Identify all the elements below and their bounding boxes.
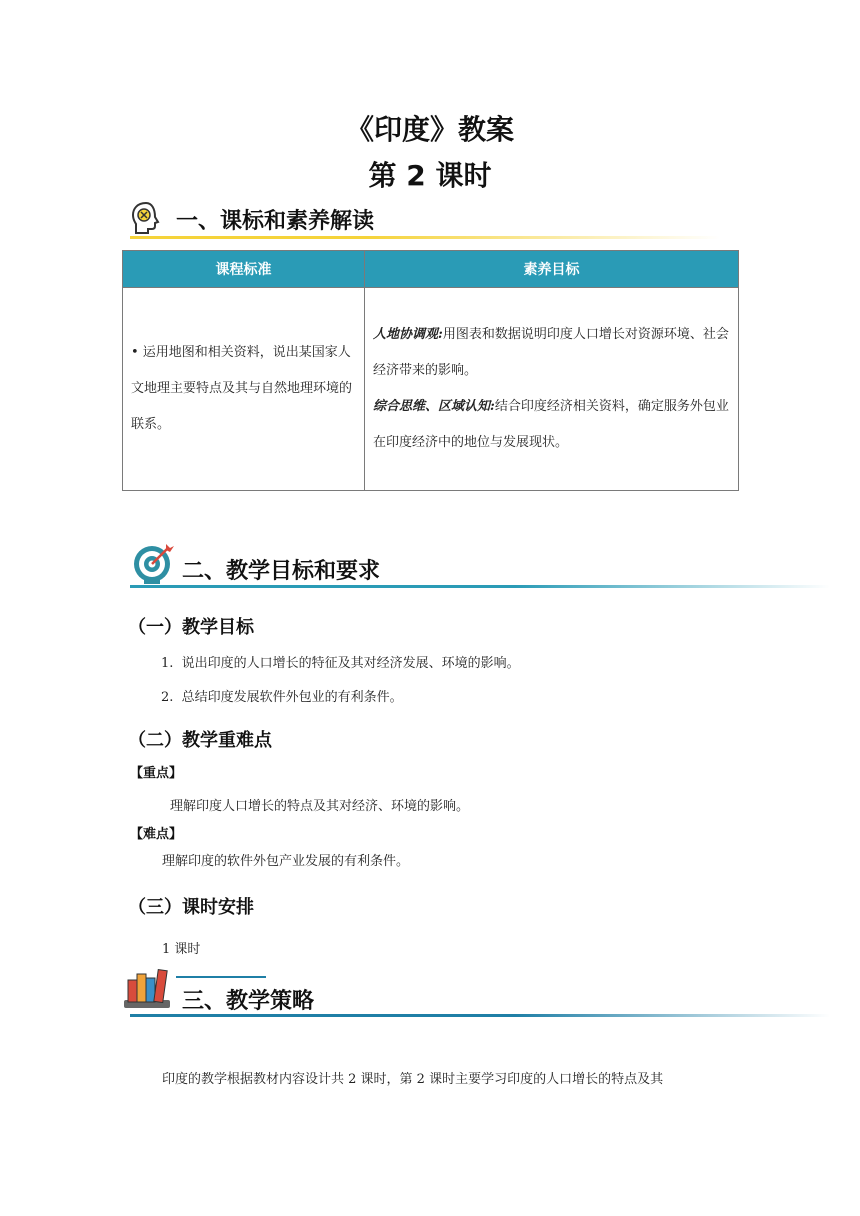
objective-num-1: 1.: [161, 656, 174, 671]
head-idea-icon: [126, 198, 166, 238]
literacy-label-1: 人地协调观:: [373, 327, 443, 342]
literacy-text-2: 结合印度经济相关资料，确定服务外包业在印度经济中的地位与发展现状。: [373, 399, 729, 450]
standard-cell: [123, 288, 365, 491]
books-icon: [122, 966, 174, 1010]
section2-underline: [130, 585, 830, 588]
difficulty-label: 【难点】: [130, 827, 183, 842]
literacy-cell: [365, 288, 739, 491]
table-header-standard: 课程标准: [123, 251, 365, 288]
standards-table: [122, 250, 739, 491]
literacy-text-1: 用图表和数据说明印度人口增长对资源环境、社会经济带来的影响。: [373, 327, 729, 378]
difficulty-text: 理解印度的软件外包产业发展的有利条件。: [162, 854, 410, 869]
objective-text-2: 总结印度发展软件外包业的有利条件。: [181, 690, 403, 705]
section1-underline: [130, 236, 720, 239]
lesson-count-text: 1 课时: [162, 942, 201, 957]
strategy-text: 印度的教学根据教材内容设计共 2 课时，第 2 课时主要学习印度的人口增长的特点及其: [162, 1072, 664, 1087]
objective-num-2: 2.: [161, 690, 174, 705]
objective-item-2: [161, 688, 403, 708]
objective-item-1: [161, 654, 520, 674]
section3-topline: [176, 976, 266, 978]
subsection2-heading: （二）教学重难点: [128, 730, 272, 751]
subsection3-heading: （三）课时安排: [128, 897, 254, 918]
key-point-label: 【重点】: [130, 766, 183, 781]
document-title: 《印度》教案: [345, 113, 514, 146]
section2-heading: 二、教学目标和要求: [182, 559, 381, 584]
target-icon: [130, 540, 176, 586]
key-point-text: 理解印度人口增长的特点及其对经济、环境的影响。: [170, 799, 470, 814]
section1-heading: 一、课标和素养解读: [176, 209, 375, 234]
objective-text-1: 说出印度的人口增长的特征及其对经济发展、环境的影响。: [181, 656, 520, 671]
section3-heading: 三、教学策略: [182, 989, 315, 1014]
literacy-label-2: 综合思维、区域认知:: [373, 399, 495, 414]
subsection1-heading: （一）教学目标: [128, 617, 254, 638]
section3-underline: [130, 1014, 830, 1017]
table-header-literacy: 素养目标: [365, 251, 739, 288]
standard-text: • 运用地图和相关资料，说出某国家人文地理主要特点及其与自然地理环境的联系。: [131, 345, 353, 432]
document-subtitle: 第 2 课时: [368, 159, 492, 192]
